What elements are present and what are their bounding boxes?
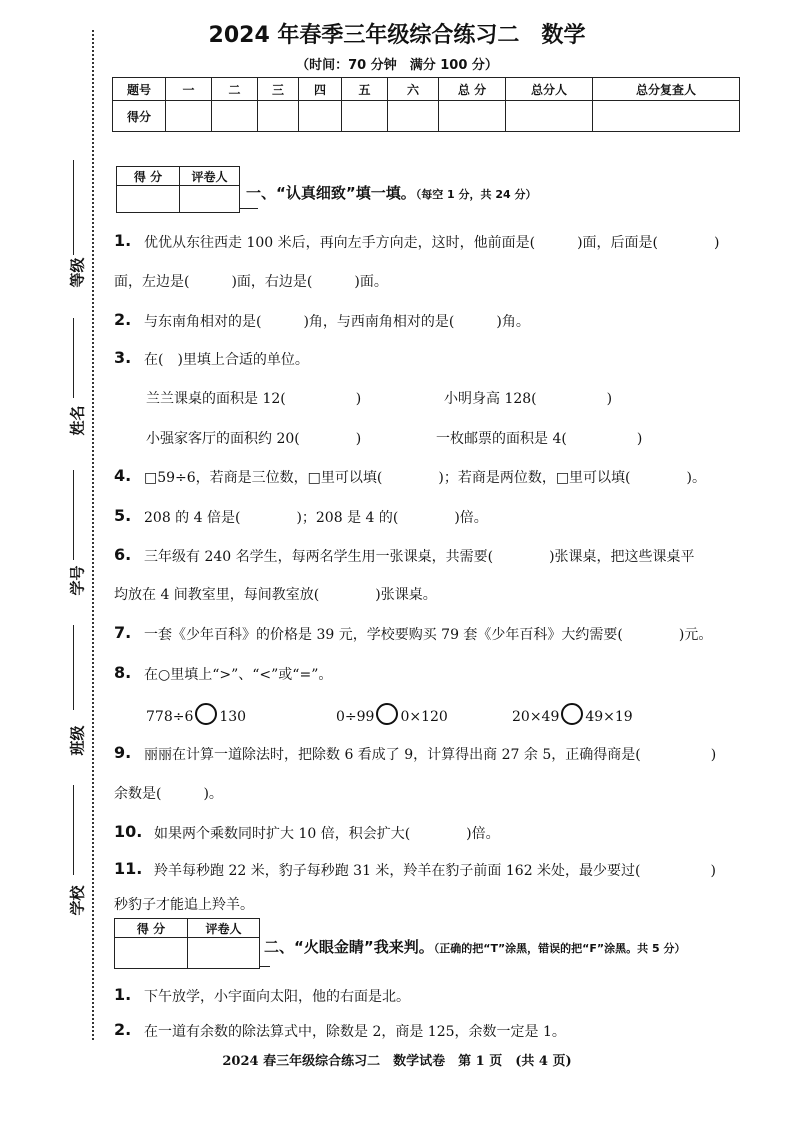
grader-score-label: 得 分 [117,167,180,186]
grader-reviewer-label: 评卷人 [188,919,260,938]
score-header-cell: 三 [258,78,299,101]
blank-line-id [73,470,74,560]
question-text: 如果两个乘数同时扩大 10 倍，积会扩大( )倍。 [154,826,500,842]
question-number: 1. [114,231,132,250]
page-footer: 2024 春三年级综合练习二 数学试卷 第 1 页 (共 4 页) [222,1054,572,1069]
question-text: 一枚邮票的面积是 4( ) [436,431,643,447]
score-blank-cell[interactable] [506,101,593,132]
score-header-cell: 总分人 [506,78,593,101]
compare-right: 49×19 [585,709,633,725]
question-number: 7. [114,623,132,642]
section-2-title [264,936,685,957]
compare-left: 0÷99 [336,709,375,725]
question-text: 羚羊每秒跑 22 米，豹子每秒跑 31 米，羚羊在豹子前面 162 米处，最少要过( ) [154,863,716,879]
binding-dotted-line [92,30,94,1040]
question-number: 2. [114,1020,132,1039]
side-label-name: 姓名 [68,405,87,436]
score-header-cell: 二 [212,78,258,101]
side-label-id: 学号 [68,565,87,596]
question-text: 与东南角相对的是( )角，与西南角相对的是( )角。 [144,314,530,330]
score-header-cell: 四 [299,78,342,101]
question-text: 在一道有余数的除法算式中，除数是 2，商是 125，余数一定是 1。 [144,1024,566,1040]
compare-circle-icon[interactable] [561,703,583,725]
compare-item [512,703,633,725]
question-text: 三年级有 240 名学生，每两名学生用一张课桌，共需要( )张课桌，把这些课桌平 [144,549,695,565]
question-number: 10. [114,822,143,841]
question-text: 优优从东往西走 100 米后，再向左手方向走，这时，他前面是( )面，后面是( ) [144,235,720,251]
side-label-class: 班级 [68,725,87,756]
score-blank-cell[interactable] [342,101,388,132]
compare-item [146,703,246,725]
score-header-cell: 总 分 [439,78,506,101]
question-number: 1. [114,985,132,1004]
page-title: 2024 年春季三年级综合练习二 数学 [208,23,586,48]
question-number: 5. [114,506,132,525]
score-header-cell: 一 [166,78,212,101]
section-1-heading: 一、“认真细致”填一填。 [246,184,416,202]
score-blank-cell[interactable] [212,101,258,132]
question-text: 一套《少年百科》的价格是 39 元，学校要购买 79 套《少年百科》大约需要( )元。 [144,627,713,643]
question-text: 均放在 4 间教室里，每间教室放( )张课桌。 [114,587,437,603]
compare-right: 0×120 [400,709,448,725]
side-label-school: 学校 [68,885,87,916]
blank-line-school [73,785,74,875]
question-number: 2. [114,310,132,329]
question-text: 面，左边是( )面，右边是( )面。 [114,274,388,290]
question-text: 在( )里填上合适的单位。 [144,352,309,368]
score-header-cell: 五 [342,78,388,101]
grader-blank-cell[interactable] [117,186,180,213]
question-text: 丽丽在计算一道除法时，把除数 6 看成了 9，计算得出商 27 余 5，正确得商是( ) [144,747,717,763]
compare-circle-icon[interactable] [195,703,217,725]
question-number: 8. [114,663,132,682]
blank-line-name [73,318,74,398]
section-title-rule [260,966,270,967]
section-2-heading: 二、“火眼金睛”我来判。 [264,938,434,956]
score-blank-cell[interactable] [439,101,506,132]
question-text: □59÷6，若商是三位数，□里可以填( )；若商是两位数，□里可以填( )。 [144,470,706,486]
score-blank-cell[interactable] [299,101,342,132]
side-label-grade: 等级 [68,257,87,288]
question-number: 9. [114,743,132,762]
score-blank-cell[interactable] [258,101,299,132]
compare-right: 130 [219,709,247,725]
score-row-label: 得分 [113,101,166,132]
grader-blank-cell[interactable] [188,938,260,969]
blank-line-grade [73,160,74,255]
question-number: 4. [114,466,132,485]
question-text: 小强家客厅的面积约 20( ) [146,431,362,447]
score-blank-cell[interactable] [388,101,439,132]
question-number: 11. [114,859,143,878]
question-text: 下午放学，小宇面向太阳，他的右面是北。 [144,989,410,1005]
question-text: 在○里填上“>”、“<”或“=”。 [144,667,333,683]
score-table [112,77,740,132]
score-blank-cell[interactable] [166,101,212,132]
question-text: 余数是( )。 [114,786,223,802]
section-title-rule [240,208,258,209]
grader-blank-cell[interactable] [115,938,188,969]
grader-box-2 [114,918,260,969]
page-subtitle: （时间：70 分钟 满分 100 分） [296,58,498,73]
grader-score-label: 得 分 [115,919,188,938]
score-header-cell: 题号 [113,78,166,101]
question-number: 6. [114,545,132,564]
question-text: 小明身高 128( ) [444,391,613,407]
section-2-note: （正确的把“T”涂黑，错误的把“F”涂黑。共 5 分） [433,942,686,955]
blank-line-class [73,625,74,710]
score-blank-cell[interactable] [593,101,740,132]
grader-blank-cell[interactable] [180,186,240,213]
score-header-cell: 六 [388,78,439,101]
question-text: 兰兰课桌的面积是 12( ) [146,391,362,407]
compare-item [336,703,448,725]
score-header-cell: 总分复查人 [593,78,740,101]
compare-left: 20×49 [512,709,560,725]
section-1-note: （每空 1 分，共 24 分） [415,188,537,201]
grader-reviewer-label: 评卷人 [180,167,240,186]
compare-circle-icon[interactable] [376,703,398,725]
section-1-title [246,182,537,203]
question-number: 3. [114,348,132,367]
question-text: 208 的 4 倍是( )；208 是 4 的( )倍。 [144,510,488,526]
compare-left: 778÷6 [146,709,194,725]
question-text: 秒豹子才能追上羚羊。 [114,897,254,913]
grader-box-1 [116,166,240,213]
